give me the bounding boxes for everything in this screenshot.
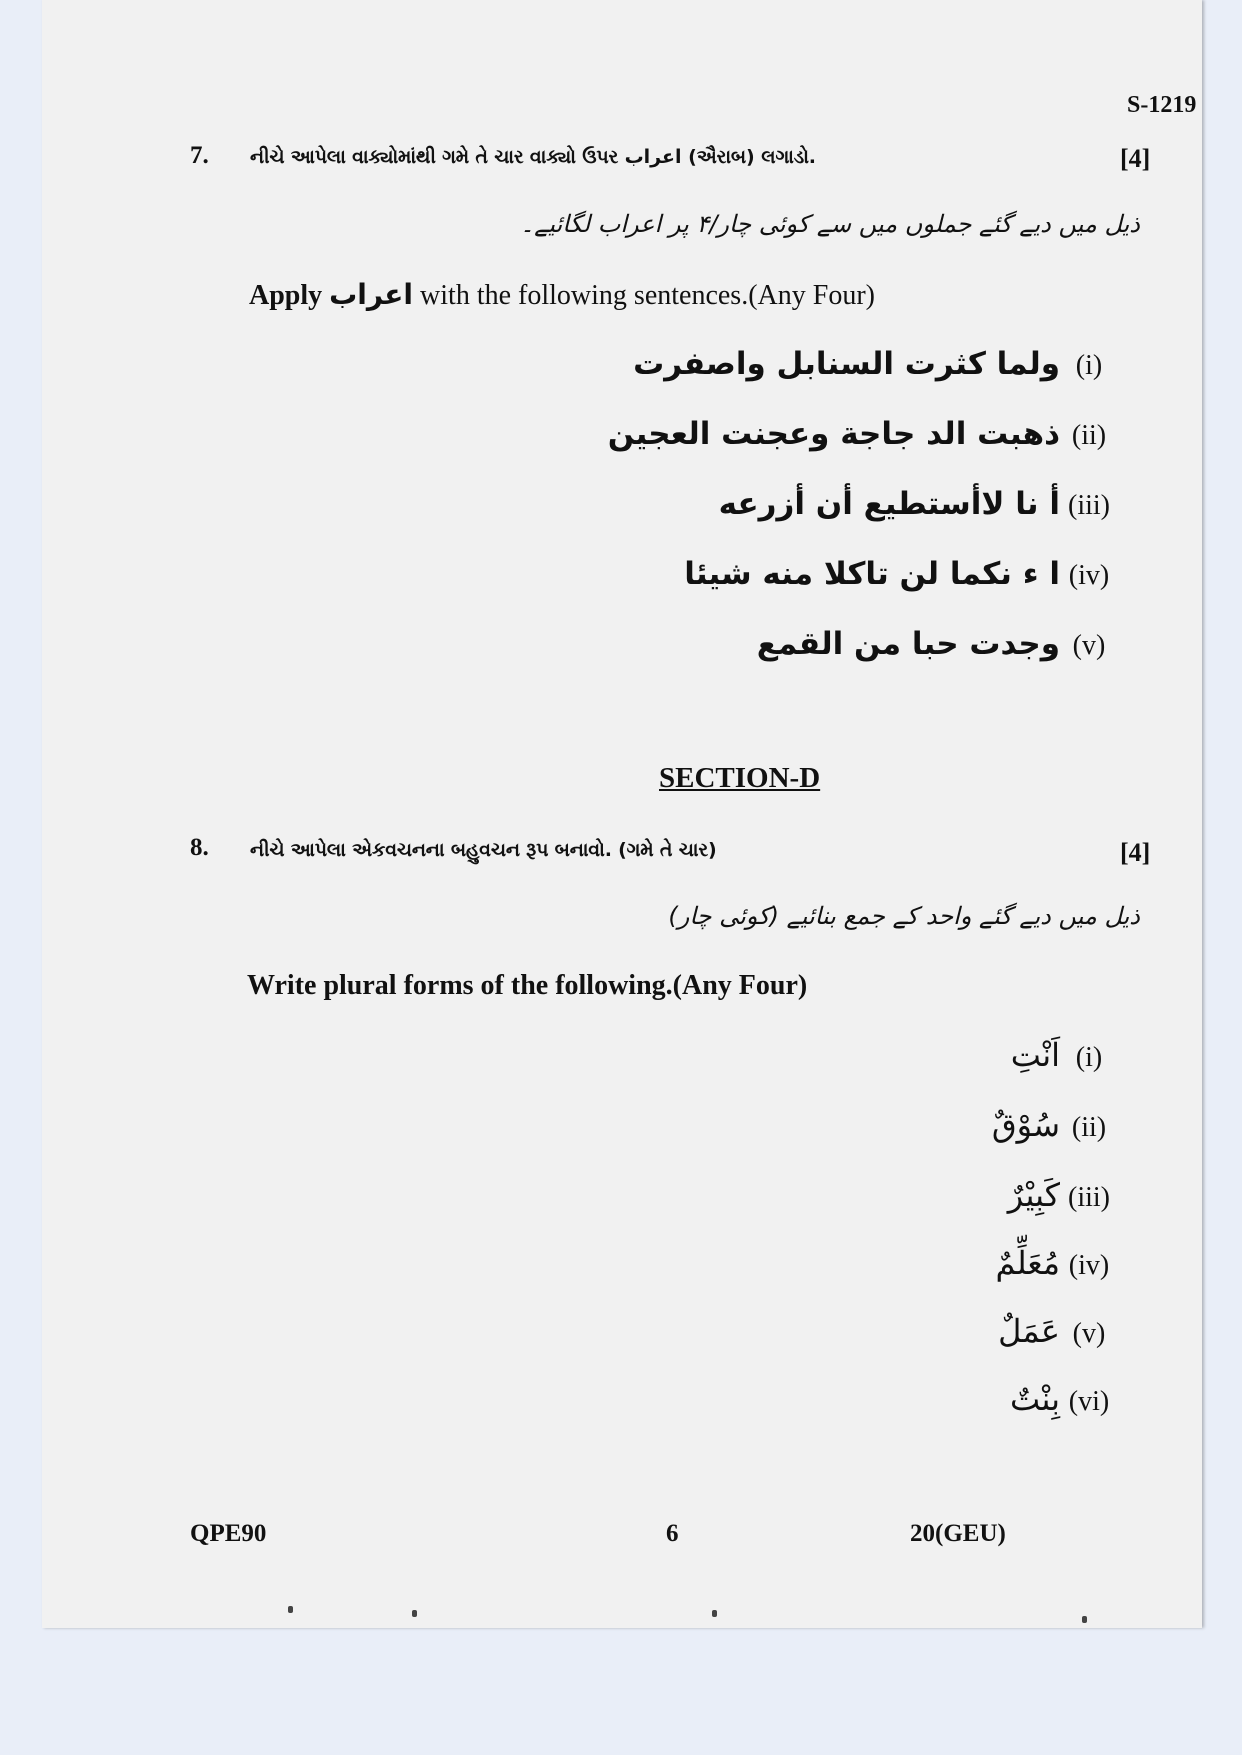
q8-item-label: (iii)	[1068, 1182, 1110, 1213]
section-title: SECTION-D	[659, 762, 821, 794]
q8-item-label: (iv)	[1068, 1250, 1110, 1281]
q7-item-text: أ نا لاأستطيع أن أزرعه	[718, 486, 1060, 522]
paper-code: S-1219	[1127, 92, 1197, 118]
q7-item-label: (ii)	[1071, 420, 1107, 451]
question-8-urdu: ذیل میں دیے گئے واحد کے جمع بنائیے (کوئی چار)	[668, 902, 1140, 930]
question-8-number: 8.	[190, 834, 209, 861]
exam-page	[42, 0, 1202, 1628]
q8-item-label: (vi)	[1068, 1386, 1110, 1417]
footer-code: QPE90	[190, 1520, 267, 1547]
q8-item-word: كَبِيْرٌ	[1007, 1176, 1060, 1214]
q8-item-label: (ii)	[1071, 1112, 1107, 1143]
footer-series: 20(GEU)	[910, 1520, 1006, 1547]
q8-item-word: اَنْتِ	[1010, 1036, 1060, 1074]
question-7-english	[249, 278, 875, 312]
q7-item-label: (v)	[1072, 630, 1106, 661]
q8-item-word: سُوْقٌ	[991, 1106, 1060, 1144]
print-mark	[288, 1606, 293, 1613]
question-8-english: Write plural forms of the following.(Any Four)	[247, 970, 808, 1001]
question-7-urdu: ذیل میں دیے گئے جملوں میں سے کوئی چار/۴ پر اعراب لگائیے۔	[520, 210, 1140, 238]
apply-word: Apply	[249, 280, 323, 311]
q7-item-text: ذهبت الد جاجة وعجنت العجين	[607, 416, 1060, 452]
q8-item-word: عَمَلٌ	[998, 1312, 1060, 1350]
question-7-gujarati: નીચે આપેલા વાક્યોમાંથી ગમે તે ચાર વાક્યો ઉપર اعراب (ઐરાબ) લગાડો.	[250, 146, 816, 168]
q7-item-text: ا ء نكما لن تاكلا منه شيئا	[684, 556, 1060, 592]
question-7-number: 7.	[190, 142, 209, 169]
q7-item-label: (i)	[1075, 350, 1103, 381]
q7-item-text: وجدت حبا من القمع	[756, 626, 1060, 662]
question-7-marks: [4]	[1120, 144, 1151, 173]
page-number: 6	[666, 1520, 679, 1547]
q8-item-word: مُعَلِّمٌ	[995, 1244, 1060, 1282]
q8-item-label: (v)	[1072, 1318, 1106, 1349]
print-mark	[712, 1610, 717, 1617]
question-8-marks: [4]	[1120, 838, 1151, 867]
q7-item-text: ولما كثرت السنابل واصفرت	[633, 346, 1060, 382]
q7-item-label: (iv)	[1068, 560, 1110, 591]
q8-item-label: (i)	[1075, 1042, 1103, 1073]
arabic-word: اعراب	[329, 278, 414, 311]
print-mark	[1082, 1616, 1087, 1623]
q8-item-word: بِنْتٌ	[1010, 1380, 1060, 1418]
print-mark	[412, 1610, 417, 1617]
question-8-gujarati: નીચે આપેલા એકવચનના બહુવચન રૂપ બનાવો. (ગમે તે ચાર)	[250, 839, 717, 861]
q7-item-label: (iii)	[1068, 490, 1110, 521]
instruction-text: with the following sentences.(Any Four)	[420, 280, 875, 311]
